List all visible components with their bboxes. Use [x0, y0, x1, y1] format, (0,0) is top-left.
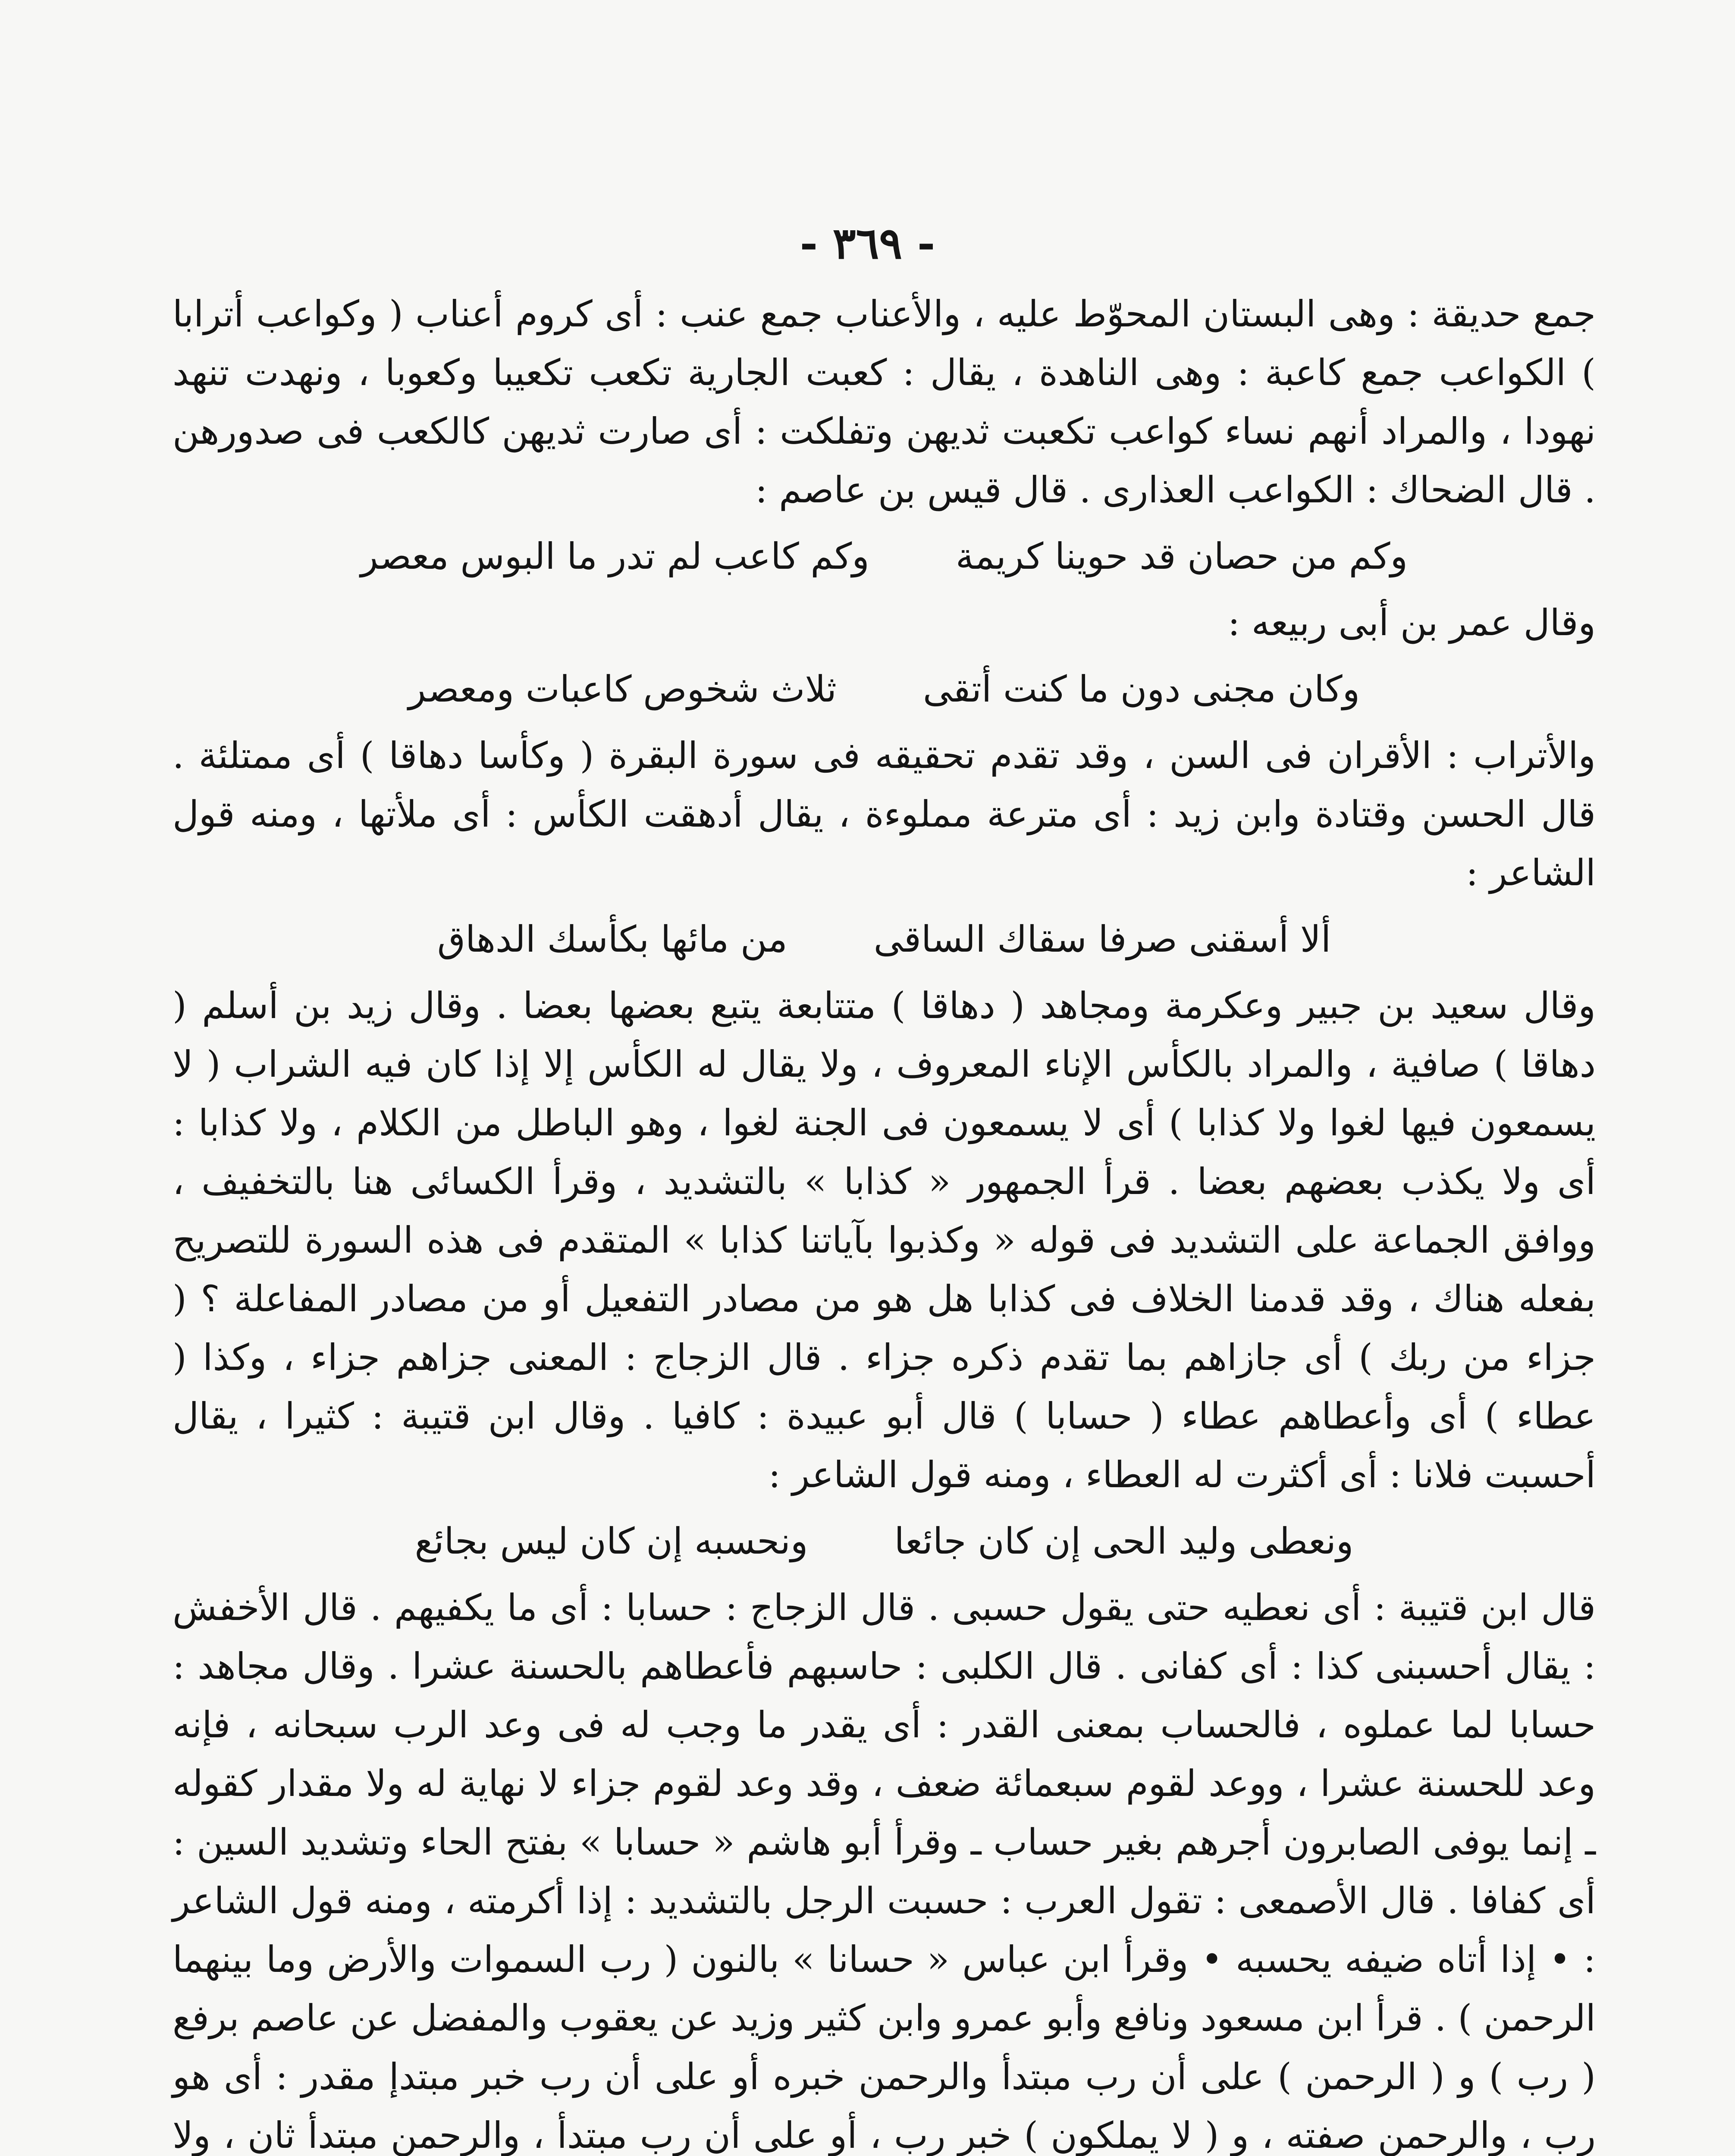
- paragraph: وقال عمر بن أبى ربيعه :: [1227, 602, 1596, 644]
- verse-line: [173, 660, 1596, 718]
- verse-line: [173, 910, 1596, 968]
- page-number: - ٣٦٩ -: [800, 218, 935, 269]
- verse-second-hemistich: ثلاث شخوص كاعبات ومعصر: [408, 668, 837, 710]
- paragraph: وقال سعيد بن جبير وعكرمة ومجاهد ( دهاقا ) متتابعة يتبع بعضها بعضا . وقال زيد بن أسلم ( دهاقا ) صافية ، والمراد بالكأس الإناء المعروف ، ولا يقال له الكأس إلا إذا كان فيه الشراب ( لا يسمعون فيها لغوا ولا كذابا ) أى لا يسمعون فى الجنة لغوا ، وهو الباطل من الكلام ، ولا كذابا : أى ولا يكذب بعضهم بعضا . قرأ الجمهور « كذابا » بالتشديد ، وقرأ الكسائى هنا بالتخفيف ، ووافق الجماعة على التشديد فى قوله « وكذبوا بآياتنا كذابا » المتقدم فى هذه السورة للتصريح بفعله هناك ، وقد قدمنا الخلاف فى كذابا هل هو من مصادر التفعيل أو من مصادر المفاعلة ؟ ( جزاء من ربك ) أى جازاهم بما تقدم ذكره جزاء . قال الزجاج : المعنى جزاهم جزاء ، وكذا ( عطاء ) أى وأعطاهم عطاء ( حسابا ) قال أبو عبيدة : كافيا . وقال ابن قتيبة : كثيرا ، يقال أحسبت فلانا : أى أكثرت له العطاء ، ومنه قول الشاعر :: [173, 984, 1596, 1496]
- verse-first-hemistich: ونعطى وليد الحى إن كان جائعا: [894, 1520, 1354, 1562]
- verse-line: [173, 527, 1596, 586]
- verse-first-hemistich: ألا أسقنى صرفا سقاك الساقى: [873, 918, 1331, 960]
- verse-second-hemistich: وكم كاعب لم تدر ما البوس معصر: [360, 535, 869, 577]
- text-body: [173, 285, 1596, 2156]
- verse-second-hemistich: ونحسبه إن كان ليس بجائع: [414, 1520, 808, 1562]
- paragraph: والأتراب : الأقران فى السن ، وقد تقدم تحقيقه فى سورة البقرة ( وكأسا دهاقا ) أى ممتلئة . قال الحسن وقتادة وابن زيد : أى مترعة مملوءة ، يقال أدهقت الكأس : أى ملأتها ، ومنه قول الشاعر :: [173, 734, 1596, 894]
- verse-first-hemistich: وكم من حصان قد حوينا كريمة: [955, 535, 1408, 577]
- paragraph: قال ابن قتيبة : أى نعطيه حتى يقول حسبى . قال الزجاج : حسابا : أى ما يكفيهم . قال الأخفش : يقال أحسبنى كذا : أى كفانى . قال الكلبى : حاسبهم فأعطاهم بالحسنة عشرا . وقال مجاهد : حسابا لما عملوه ، فالحساب بمعنى القدر : أى يقدر ما وجب له فى وعد الرب سبحانه ، فإنه وعد للحسنة عشرا ، ووعد لقوم سبعمائة ضعف ، وقد وعد لقوم جزاء لا نهاية له ولا مقدار كقوله ـ إنما يوفى الصابرون أجرهم بغير حساب ـ وقرأ أبو هاشم « حسابا » بفتح الحاء وتشديد السين : أى كفافا . قال الأصمعى : تقول العرب : حسبت الرجل بالتشديد : إذا أكرمته ، ومنه قول الشاعر : • إذا أتاه ضيفه يحسبه • وقرأ ابن عباس « حسانا » بالنون ( رب السموات والأرض وما بينهما الرحمن ) . قرأ ابن مسعود ونافع وأبو عمرو وابن كثير وزيد عن يعقوب والمفضل عن عاصم برفع ( رب ) و ( الرحمن ) على أن رب مبتدأ والرحمن خبره أو على أن رب خبر مبتدإ مقدر : أى هو رب ، والرحمن صفته ، و ( لا يملكون ) خبر رب ، أو على أن رب مبتدأ ، والرحمن مبتدأ ثان ، ولا: [173, 1586, 1596, 2156]
- verse-second-hemistich: من مائها بكأسك الدهاق: [437, 918, 787, 960]
- verse-first-hemistich: وكان مجنى دون ما كنت أتقى: [923, 668, 1360, 710]
- paragraph: جمع حديقة : وهى البستان المحوّط عليه ، والأعناب جمع عنب : أى كروم أعناب ( وكواعب أترابا ) الكواعب جمع كاعبة : وهى الناهدة ، يقال : كعبت الجارية تكعب تكعيبا وكعوبا ، ونهدت تنهد نهودا ، والمراد أنهم نساء كواعب تكعبت ثديهن وتفلكت : أى صارت ثديهن كالكعب فى صدورهن . قال الضحاك : الكواعب العذارى . قال قيس بن عاصم :: [173, 293, 1596, 511]
- verse-line: [173, 1512, 1596, 1570]
